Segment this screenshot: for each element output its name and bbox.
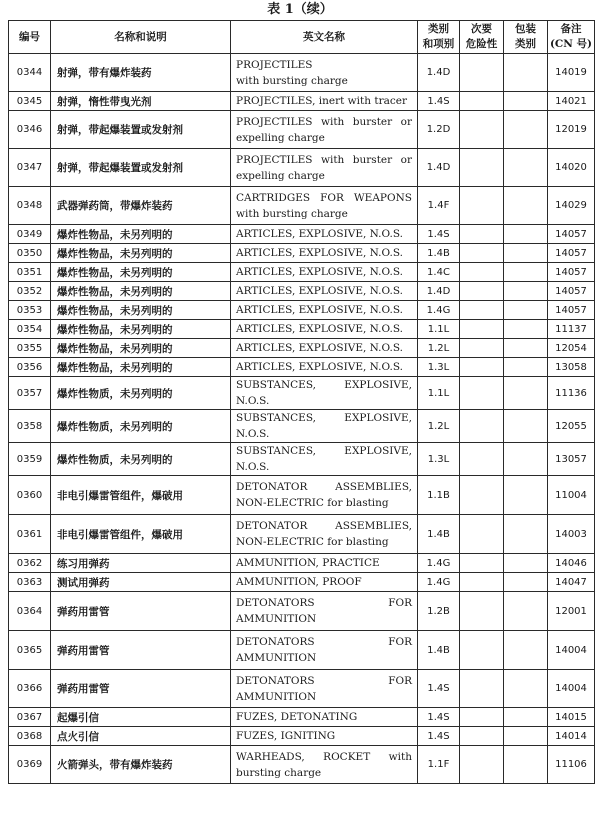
cell-code: 0349 — [9, 225, 51, 244]
cell-name-zh: 射弹，带有爆炸装药 — [51, 54, 231, 92]
cell-name-en: AMMUNITION, PRACTICE — [231, 554, 418, 573]
cell-code: 0355 — [9, 339, 51, 358]
cell-name-zh: 火箭弹头，带有爆炸装药 — [51, 746, 231, 784]
cell-name-zh: 爆炸性物质，未另列明的 — [51, 443, 231, 476]
cell-secondary-hazard — [460, 592, 504, 631]
cell-name-zh: 爆炸性物品，未另列明的 — [51, 282, 231, 301]
cell-packaging-group — [504, 592, 548, 631]
cell-packaging-group — [504, 149, 548, 187]
cell-packaging-group — [504, 727, 548, 746]
table-row — [9, 746, 595, 784]
cell-secondary-hazard — [460, 377, 504, 410]
header-secondary-hazard: 次要 危险性 — [460, 21, 504, 54]
cell-packaging-group — [504, 301, 548, 320]
cell-secondary-hazard — [460, 554, 504, 573]
cell-name-zh: 练习用弹药 — [51, 554, 231, 573]
cell-class: 1.4B — [418, 631, 460, 670]
cell-code: 0367 — [9, 708, 51, 727]
cell-name-zh: 爆炸性物品，未另列明的 — [51, 301, 231, 320]
cell-code: 0365 — [9, 631, 51, 670]
cell-secondary-hazard — [460, 727, 504, 746]
cell-secondary-hazard — [460, 263, 504, 282]
cell-cn-number: 12019 — [548, 111, 595, 149]
cell-secondary-hazard — [460, 111, 504, 149]
cell-name-zh: 弹药用雷管 — [51, 592, 231, 631]
cell-class: 1.1F — [418, 746, 460, 784]
table-row — [9, 358, 595, 377]
header-code: 编号 — [9, 21, 51, 54]
cell-packaging-group — [504, 358, 548, 377]
cell-secondary-hazard — [460, 320, 504, 339]
cell-secondary-hazard — [460, 244, 504, 263]
cell-class: 1.4B — [418, 244, 460, 263]
cell-cn-number: 14021 — [548, 92, 595, 111]
header-row — [9, 21, 595, 54]
cell-packaging-group — [504, 670, 548, 708]
cell-secondary-hazard — [460, 358, 504, 377]
cell-secondary-hazard — [460, 443, 504, 476]
table-row — [9, 515, 595, 554]
cell-class: 1.4D — [418, 54, 460, 92]
cell-cn-number: 13057 — [548, 443, 595, 476]
cell-class: 1.4B — [418, 515, 460, 554]
cell-name-zh: 点火引信 — [51, 727, 231, 746]
cell-class: 1.4S — [418, 225, 460, 244]
cell-class: 1.3L — [418, 443, 460, 476]
cell-name-en: SUBSTANCES, EXPLOSIVE, N.O.S. — [231, 410, 418, 443]
cell-code: 0345 — [9, 92, 51, 111]
table-row — [9, 54, 595, 92]
cell-class: 1.4G — [418, 554, 460, 573]
cell-name-zh: 武器弹药筒，带爆炸装药 — [51, 187, 231, 225]
cell-packaging-group — [504, 746, 548, 784]
cell-name-en: DETONATORS FOR AMMUNITION — [231, 631, 418, 670]
cell-packaging-group — [504, 410, 548, 443]
cell-code: 0359 — [9, 443, 51, 476]
cell-secondary-hazard — [460, 573, 504, 592]
cell-packaging-group — [504, 476, 548, 515]
table-row — [9, 263, 595, 282]
table-row — [9, 282, 595, 301]
cell-code: 0358 — [9, 410, 51, 443]
cell-code: 0360 — [9, 476, 51, 515]
cell-cn-number: 11136 — [548, 377, 595, 410]
cell-cn-number: 12054 — [548, 339, 595, 358]
cell-code: 0351 — [9, 263, 51, 282]
cell-name-zh: 弹药用雷管 — [51, 670, 231, 708]
cell-packaging-group — [504, 225, 548, 244]
cell-name-zh: 爆炸性物品，未另列明的 — [51, 244, 231, 263]
cell-name-en: PROJECTILES with bursting charge — [231, 54, 418, 92]
cell-cn-number: 12001 — [548, 592, 595, 631]
cell-name-zh: 非电引爆雷管组件，爆破用 — [51, 515, 231, 554]
cell-class: 1.1L — [418, 320, 460, 339]
cell-packaging-group — [504, 339, 548, 358]
cell-secondary-hazard — [460, 54, 504, 92]
cell-name-en: CARTRIDGES FOR WEAPONS with bursting charge — [231, 187, 418, 225]
cell-cn-number: 14047 — [548, 573, 595, 592]
table-row — [9, 670, 595, 708]
cell-class: 1.1L — [418, 377, 460, 410]
cell-cn-number: 14015 — [548, 708, 595, 727]
cell-class: 1.4S — [418, 92, 460, 111]
cell-class: 1.4D — [418, 149, 460, 187]
table-row — [9, 92, 595, 111]
cell-name-zh: 测试用弹药 — [51, 573, 231, 592]
cell-cn-number: 14019 — [548, 54, 595, 92]
cell-packaging-group — [504, 573, 548, 592]
table-row — [9, 244, 595, 263]
header-remark: 备注 (CN 号) — [548, 21, 595, 54]
cell-cn-number: 14029 — [548, 187, 595, 225]
cell-code: 0364 — [9, 592, 51, 631]
cell-class: 1.4D — [418, 282, 460, 301]
cell-name-en: FUZES, IGNITING — [231, 727, 418, 746]
cell-code: 0347 — [9, 149, 51, 187]
cell-name-zh: 射弹，惰性带曳光剂 — [51, 92, 231, 111]
table-row — [9, 708, 595, 727]
cell-name-en: ARTICLES, EXPLOSIVE, N.O.S. — [231, 339, 418, 358]
cell-class: 1.3L — [418, 358, 460, 377]
table-row — [9, 187, 595, 225]
cell-class: 1.4F — [418, 187, 460, 225]
cell-class: 1.4S — [418, 727, 460, 746]
cell-cn-number: 14004 — [548, 631, 595, 670]
cell-packaging-group — [504, 554, 548, 573]
cell-name-en: ARTICLES, EXPLOSIVE, N.O.S. — [231, 244, 418, 263]
dangerous-goods-table — [8, 20, 595, 784]
cell-class: 1.2L — [418, 339, 460, 358]
cell-name-en: FUZES, DETONATING — [231, 708, 418, 727]
table-row — [9, 727, 595, 746]
cell-cn-number: 13058 — [548, 358, 595, 377]
table-row — [9, 631, 595, 670]
cell-packaging-group — [504, 263, 548, 282]
cell-name-zh: 爆炸性物品，未另列明的 — [51, 225, 231, 244]
cell-name-en: DETONATOR ASSEMBLIES, NON-ELECTRIC for blasting — [231, 515, 418, 554]
cell-class: 1.2L — [418, 410, 460, 443]
cell-cn-number: 14057 — [548, 301, 595, 320]
table-row — [9, 339, 595, 358]
header-name-en: 英文名称 — [231, 21, 418, 54]
cell-cn-number: 11106 — [548, 746, 595, 784]
cell-secondary-hazard — [460, 282, 504, 301]
cell-code: 0361 — [9, 515, 51, 554]
cell-packaging-group — [504, 443, 548, 476]
cell-packaging-group — [504, 187, 548, 225]
cell-secondary-hazard — [460, 670, 504, 708]
cell-cn-number: 11137 — [548, 320, 595, 339]
table-row — [9, 225, 595, 244]
cell-name-zh: 爆炸性物品，未另列明的 — [51, 320, 231, 339]
cell-cn-number: 14057 — [548, 244, 595, 263]
cell-name-en: ARTICLES, EXPLOSIVE, N.O.S. — [231, 225, 418, 244]
table-row — [9, 476, 595, 515]
cell-cn-number: 14057 — [548, 263, 595, 282]
cell-name-en: AMMUNITION, PROOF — [231, 573, 418, 592]
cell-cn-number: 14046 — [548, 554, 595, 573]
cell-name-en: PROJECTILES with burster or expelling charge — [231, 111, 418, 149]
cell-code: 0348 — [9, 187, 51, 225]
cell-name-en: DETONATOR ASSEMBLIES, NON-ELECTRIC for blasting — [231, 476, 418, 515]
cell-name-en: ARTICLES, EXPLOSIVE, N.O.S. — [231, 320, 418, 339]
cell-packaging-group — [504, 515, 548, 554]
cell-secondary-hazard — [460, 708, 504, 727]
cell-name-zh: 爆炸性物品，未另列明的 — [51, 358, 231, 377]
cell-name-en: ARTICLES, EXPLOSIVE, N.O.S. — [231, 282, 418, 301]
cell-secondary-hazard — [460, 410, 504, 443]
cell-class: 1.2D — [418, 111, 460, 149]
cell-cn-number: 14057 — [548, 225, 595, 244]
cell-name-en: WARHEADS, ROCKET with bursting charge — [231, 746, 418, 784]
cell-name-zh: 弹药用雷管 — [51, 631, 231, 670]
cell-secondary-hazard — [460, 746, 504, 784]
cell-name-en: ARTICLES, EXPLOSIVE, N.O.S. — [231, 263, 418, 282]
cell-secondary-hazard — [460, 631, 504, 670]
cell-cn-number: 14004 — [548, 670, 595, 708]
table-row — [9, 554, 595, 573]
cell-cn-number: 14020 — [548, 149, 595, 187]
cell-class: 1.4S — [418, 670, 460, 708]
cell-name-zh: 爆炸性物质，未另列明的 — [51, 410, 231, 443]
cell-secondary-hazard — [460, 339, 504, 358]
cell-secondary-hazard — [460, 225, 504, 244]
cell-code: 0356 — [9, 358, 51, 377]
cell-name-en: PROJECTILES with burster or expelling charge — [231, 149, 418, 187]
cell-cn-number: 14003 — [548, 515, 595, 554]
cell-cn-number: 14057 — [548, 282, 595, 301]
cell-packaging-group — [504, 111, 548, 149]
cell-secondary-hazard — [460, 515, 504, 554]
header-class: 类别 和项别 — [418, 21, 460, 54]
cell-class: 1.2B — [418, 592, 460, 631]
cell-code: 0353 — [9, 301, 51, 320]
cell-name-en: PROJECTILES, inert with tracer — [231, 92, 418, 111]
cell-name-zh: 起爆引信 — [51, 708, 231, 727]
table-row — [9, 377, 595, 410]
cell-secondary-hazard — [460, 301, 504, 320]
cell-name-zh: 爆炸性物品，未另列明的 — [51, 339, 231, 358]
cell-name-en: ARTICLES, EXPLOSIVE, N.O.S. — [231, 301, 418, 320]
cell-secondary-hazard — [460, 149, 504, 187]
cell-packaging-group — [504, 92, 548, 111]
cell-name-zh: 爆炸性物品，未另列明的 — [51, 263, 231, 282]
cell-name-en: DETONATORS FOR AMMUNITION — [231, 670, 418, 708]
table-title: 表 1（续） — [267, 2, 333, 17]
cell-cn-number: 14014 — [548, 727, 595, 746]
table-row — [9, 410, 595, 443]
cell-class: 1.4S — [418, 708, 460, 727]
header-name-zh: 名称和说明 — [51, 21, 231, 54]
cell-class: 1.4G — [418, 301, 460, 320]
cell-code: 0369 — [9, 746, 51, 784]
cell-code: 0368 — [9, 727, 51, 746]
cell-secondary-hazard — [460, 187, 504, 225]
table-row — [9, 592, 595, 631]
cell-cn-number: 12055 — [548, 410, 595, 443]
cell-code: 0357 — [9, 377, 51, 410]
cell-packaging-group — [504, 244, 548, 263]
cell-class: 1.4C — [418, 263, 460, 282]
table-row — [9, 573, 595, 592]
cell-packaging-group — [504, 282, 548, 301]
cell-code: 0346 — [9, 111, 51, 149]
table-row — [9, 301, 595, 320]
table-row — [9, 320, 595, 339]
cell-code: 0354 — [9, 320, 51, 339]
cell-name-zh: 射弹，带起爆装置或发射剂 — [51, 149, 231, 187]
cell-class: 1.1B — [418, 476, 460, 515]
cell-name-en: SUBSTANCES, EXPLOSIVE, N.O.S. — [231, 377, 418, 410]
cell-cn-number: 11004 — [548, 476, 595, 515]
cell-name-en: ARTICLES, EXPLOSIVE, N.O.S. — [231, 358, 418, 377]
cell-secondary-hazard — [460, 92, 504, 111]
cell-packaging-group — [504, 320, 548, 339]
cell-packaging-group — [504, 708, 548, 727]
cell-packaging-group — [504, 631, 548, 670]
cell-code: 0362 — [9, 554, 51, 573]
cell-packaging-group — [504, 377, 548, 410]
cell-code: 0363 — [9, 573, 51, 592]
cell-code: 0350 — [9, 244, 51, 263]
cell-code: 0344 — [9, 54, 51, 92]
cell-secondary-hazard — [460, 476, 504, 515]
cell-name-zh: 非电引爆雷管组件，爆破用 — [51, 476, 231, 515]
cell-name-en: SUBSTANCES, EXPLOSIVE, N.O.S. — [231, 443, 418, 476]
cell-packaging-group — [504, 54, 548, 92]
cell-code: 0366 — [9, 670, 51, 708]
cell-name-zh: 射弹，带起爆装置或发射剂 — [51, 111, 231, 149]
cell-class: 1.4G — [418, 573, 460, 592]
table-row — [9, 111, 595, 149]
cell-name-en: DETONATORS FOR AMMUNITION — [231, 592, 418, 631]
table-row — [9, 443, 595, 476]
table-row — [9, 149, 595, 187]
cell-name-zh: 爆炸性物质，未另列明的 — [51, 377, 231, 410]
header-packaging-group: 包装 类别 — [504, 21, 548, 54]
cell-code: 0352 — [9, 282, 51, 301]
